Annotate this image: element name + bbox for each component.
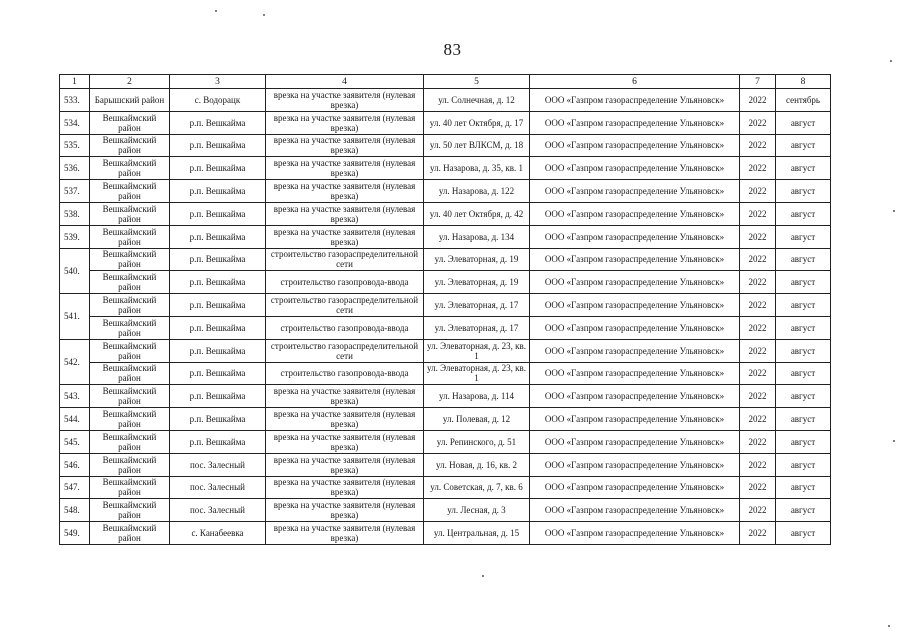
row-number-cell: 547. — [60, 476, 90, 499]
year-cell: 2022 — [740, 180, 776, 203]
month-cell: август — [776, 134, 831, 157]
table-row — [60, 134, 831, 157]
year-cell: 2022 — [740, 339, 776, 362]
settlement-cell: с. Водорацк — [170, 89, 266, 112]
row-number-cell: 543. — [60, 385, 90, 408]
settlement-cell: р.п. Вешкайма — [170, 225, 266, 248]
year-cell: 2022 — [740, 385, 776, 408]
row-number-cell: 540. — [60, 248, 90, 294]
settlement-cell: с. Канабеевка — [170, 522, 266, 545]
column-header: 7 — [740, 75, 776, 89]
organization-cell: ООО «Газпром газораспределение Ульяновск» — [530, 522, 740, 545]
organization-cell: ООО «Газпром газораспределение Ульяновск» — [530, 271, 740, 294]
organization-cell: ООО «Газпром газораспределение Ульяновск» — [530, 248, 740, 271]
district-cell: Вешкаймский район — [90, 385, 170, 408]
district-cell: Вешкаймский район — [90, 248, 170, 271]
month-cell: август — [776, 430, 831, 453]
table-row — [60, 271, 831, 294]
district-cell: Вешкаймский район — [90, 294, 170, 317]
district-cell: Вешкаймский район — [90, 316, 170, 339]
work-type-cell: врезка на участке заявителя (нулевая врезка) — [266, 453, 424, 476]
row-number-cell: 541. — [60, 294, 90, 340]
header-row — [60, 75, 831, 89]
year-cell: 2022 — [740, 499, 776, 522]
address-cell: ул. Центральная, д. 15 — [424, 522, 530, 545]
work-type-cell: врезка на участке заявителя (нулевая врезка) — [266, 134, 424, 157]
organization-cell: ООО «Газпром газораспределение Ульяновск» — [530, 225, 740, 248]
row-number-cell: 539. — [60, 225, 90, 248]
address-cell: ул. Полевая, д. 12 — [424, 408, 530, 431]
row-number-cell: 548. — [60, 499, 90, 522]
work-type-cell: строительство газопровода-ввода — [266, 271, 424, 294]
scan-dot — [263, 14, 265, 16]
work-type-cell: строительство газопровода-ввода — [266, 316, 424, 339]
year-cell: 2022 — [740, 202, 776, 225]
scan-dot — [888, 625, 890, 627]
settlement-cell: р.п. Вешкайма — [170, 202, 266, 225]
row-number-cell: 549. — [60, 522, 90, 545]
table-row — [60, 248, 831, 271]
organization-cell: ООО «Газпром газораспределение Ульяновск» — [530, 134, 740, 157]
year-cell: 2022 — [740, 111, 776, 134]
settlement-cell: р.п. Вешкайма — [170, 180, 266, 203]
district-cell: Вешкаймский район — [90, 134, 170, 157]
table-row — [60, 476, 831, 499]
work-type-cell: врезка на участке заявителя (нулевая врезка) — [266, 385, 424, 408]
settlement-cell: р.п. Вешкайма — [170, 362, 266, 385]
work-type-cell: врезка на участке заявителя (нулевая врезка) — [266, 89, 424, 112]
settlement-cell: р.п. Вешкайма — [170, 408, 266, 431]
table-row — [60, 385, 831, 408]
scan-dot — [893, 440, 895, 442]
work-type-cell: врезка на участке заявителя (нулевая врезка) — [266, 111, 424, 134]
settlement-cell: р.п. Вешкайма — [170, 248, 266, 271]
organization-cell: ООО «Газпром газораспределение Ульяновск» — [530, 453, 740, 476]
row-number-cell: 544. — [60, 408, 90, 431]
organization-cell: ООО «Газпром газораспределение Ульяновск» — [530, 476, 740, 499]
page-number: 83 — [443, 40, 462, 59]
month-cell: август — [776, 316, 831, 339]
organization-cell: ООО «Газпром газораспределение Ульяновск» — [530, 339, 740, 362]
district-cell: Вешкаймский район — [90, 111, 170, 134]
work-type-cell: врезка на участке заявителя (нулевая врезка) — [266, 522, 424, 545]
month-cell: август — [776, 248, 831, 271]
address-cell: ул. 50 лет ВЛКСМ, д. 18 — [424, 134, 530, 157]
organization-cell: ООО «Газпром газораспределение Ульяновск» — [530, 180, 740, 203]
column-header: 1 — [60, 75, 90, 89]
settlement-cell: пос. Залесный — [170, 476, 266, 499]
table-row — [60, 339, 831, 362]
settlement-cell: р.п. Вешкайма — [170, 316, 266, 339]
table-row — [60, 362, 831, 385]
month-cell: август — [776, 476, 831, 499]
column-header: 5 — [424, 75, 530, 89]
month-cell: август — [776, 408, 831, 431]
year-cell: 2022 — [740, 225, 776, 248]
table-header — [60, 75, 831, 89]
district-cell: Вешкаймский район — [90, 522, 170, 545]
district-cell: Вешкаймский район — [90, 271, 170, 294]
work-type-cell: врезка на участке заявителя (нулевая врезка) — [266, 499, 424, 522]
month-cell: август — [776, 180, 831, 203]
month-cell: август — [776, 271, 831, 294]
district-cell: Вешкаймский район — [90, 180, 170, 203]
address-cell: ул. Назарова, д. 134 — [424, 225, 530, 248]
work-type-cell: строительство газораспределительной сети — [266, 339, 424, 362]
district-cell: Вешкаймский район — [90, 453, 170, 476]
column-header: 6 — [530, 75, 740, 89]
month-cell: август — [776, 453, 831, 476]
table-row — [60, 157, 831, 180]
year-cell: 2022 — [740, 248, 776, 271]
column-header: 2 — [90, 75, 170, 89]
row-number-cell: 537. — [60, 180, 90, 203]
table-row — [60, 522, 831, 545]
address-cell: ул. 40 лет Октября, д. 17 — [424, 111, 530, 134]
row-number-cell: 542. — [60, 339, 90, 385]
row-number-cell: 534. — [60, 111, 90, 134]
table-row — [60, 225, 831, 248]
row-number-cell: 538. — [60, 202, 90, 225]
address-cell: ул. Элеваторная, д. 19 — [424, 248, 530, 271]
work-type-cell: врезка на участке заявителя (нулевая врезка) — [266, 430, 424, 453]
district-cell: Вешкаймский район — [90, 202, 170, 225]
scan-dot — [893, 210, 895, 212]
settlement-cell: р.п. Вешкайма — [170, 157, 266, 180]
row-number-cell: 535. — [60, 134, 90, 157]
month-cell: август — [776, 362, 831, 385]
work-type-cell: строительство газораспределительной сети — [266, 294, 424, 317]
address-cell: ул. Назарова, д. 114 — [424, 385, 530, 408]
year-cell: 2022 — [740, 453, 776, 476]
month-cell: август — [776, 339, 831, 362]
organization-cell: ООО «Газпром газораспределение Ульяновск» — [530, 202, 740, 225]
address-cell: ул. Элеваторная, д. 19 — [424, 271, 530, 294]
table-body — [60, 89, 831, 545]
work-type-cell: строительство газопровода-ввода — [266, 362, 424, 385]
year-cell: 2022 — [740, 522, 776, 545]
year-cell: 2022 — [740, 294, 776, 317]
work-type-cell: врезка на участке заявителя (нулевая врезка) — [266, 180, 424, 203]
year-cell: 2022 — [740, 89, 776, 112]
scan-dot — [215, 10, 217, 12]
settlement-cell: р.п. Вешкайма — [170, 294, 266, 317]
work-type-cell: строительство газораспределительной сети — [266, 248, 424, 271]
district-cell: Барышский район — [90, 89, 170, 112]
organization-cell: ООО «Газпром газораспределение Ульяновск» — [530, 385, 740, 408]
organization-cell: ООО «Газпром газораспределение Ульяновск» — [530, 362, 740, 385]
work-type-cell: врезка на участке заявителя (нулевая врезка) — [266, 476, 424, 499]
year-cell: 2022 — [740, 430, 776, 453]
district-cell: Вешкаймский район — [90, 408, 170, 431]
address-cell: ул. Назарова, д. 122 — [424, 180, 530, 203]
settlement-cell: р.п. Вешкайма — [170, 271, 266, 294]
settlement-cell: пос. Залесный — [170, 453, 266, 476]
column-header: 8 — [776, 75, 831, 89]
settlement-cell: р.п. Вешкайма — [170, 134, 266, 157]
table-row — [60, 499, 831, 522]
month-cell: август — [776, 499, 831, 522]
year-cell: 2022 — [740, 157, 776, 180]
month-cell: август — [776, 385, 831, 408]
address-cell: ул. Репинского, д. 51 — [424, 430, 530, 453]
table-row — [60, 180, 831, 203]
month-cell: август — [776, 202, 831, 225]
district-cell: Вешкаймский район — [90, 430, 170, 453]
address-cell: ул. Лесная, д. 3 — [424, 499, 530, 522]
table-row — [60, 89, 831, 112]
work-type-cell: врезка на участке заявителя (нулевая врезка) — [266, 202, 424, 225]
work-type-cell: врезка на участке заявителя (нулевая врезка) — [266, 408, 424, 431]
settlement-cell: р.п. Вешкайма — [170, 430, 266, 453]
work-type-cell: врезка на участке заявителя (нулевая врезка) — [266, 157, 424, 180]
address-cell: ул. Элеваторная, д. 17 — [424, 294, 530, 317]
row-number-cell: 536. — [60, 157, 90, 180]
year-cell: 2022 — [740, 476, 776, 499]
address-cell: ул. Солнечная, д. 12 — [424, 89, 530, 112]
organization-cell: ООО «Газпром газораспределение Ульяновск» — [530, 430, 740, 453]
organization-cell: ООО «Газпром газораспределение Ульяновск» — [530, 89, 740, 112]
address-cell: ул. 40 лет Октября, д. 42 — [424, 202, 530, 225]
month-cell: август — [776, 522, 831, 545]
month-cell: август — [776, 294, 831, 317]
district-cell: Вешкаймский район — [90, 476, 170, 499]
address-cell: ул. Элеваторная, д. 23, кв. 1 — [424, 339, 530, 362]
month-cell: август — [776, 225, 831, 248]
row-number-cell: 533. — [60, 89, 90, 112]
settlement-cell: р.п. Вешкайма — [170, 111, 266, 134]
address-cell: ул. Советская, д. 7, кв. 6 — [424, 476, 530, 499]
year-cell: 2022 — [740, 362, 776, 385]
organization-cell: ООО «Газпром газораспределение Ульяновск» — [530, 157, 740, 180]
row-number-cell: 545. — [60, 430, 90, 453]
table-row — [60, 294, 831, 317]
settlement-cell: пос. Залесный — [170, 499, 266, 522]
address-cell: ул. Элеваторная, д. 23, кв. 1 — [424, 362, 530, 385]
year-cell: 2022 — [740, 134, 776, 157]
address-cell: ул. Назарова, д. 35, кв. 1 — [424, 157, 530, 180]
organization-cell: ООО «Газпром газораспределение Ульяновск» — [530, 499, 740, 522]
table-row — [60, 111, 831, 134]
year-cell: 2022 — [740, 408, 776, 431]
table-row — [60, 408, 831, 431]
month-cell: сентябрь — [776, 89, 831, 112]
row-number-cell: 546. — [60, 453, 90, 476]
work-type-cell: врезка на участке заявителя (нулевая врезка) — [266, 225, 424, 248]
district-cell: Вешкаймский район — [90, 499, 170, 522]
district-cell: Вешкаймский район — [90, 225, 170, 248]
year-cell: 2022 — [740, 271, 776, 294]
district-cell: Вешкаймский район — [90, 339, 170, 362]
scan-dot — [482, 575, 484, 577]
month-cell: август — [776, 157, 831, 180]
district-cell: Вешкаймский район — [90, 157, 170, 180]
scan-dot — [890, 60, 892, 62]
table-row — [60, 316, 831, 339]
settlement-cell: р.п. Вешкайма — [170, 339, 266, 362]
settlement-cell: р.п. Вешкайма — [170, 385, 266, 408]
district-cell: Вешкаймский район — [90, 362, 170, 385]
table-row — [60, 430, 831, 453]
organization-cell: ООО «Газпром газораспределение Ульяновск» — [530, 111, 740, 134]
address-cell: ул. Элеваторная, д. 17 — [424, 316, 530, 339]
organization-cell: ООО «Газпром газораспределение Ульяновск» — [530, 408, 740, 431]
month-cell: август — [776, 111, 831, 134]
year-cell: 2022 — [740, 316, 776, 339]
organization-cell: ООО «Газпром газораспределение Ульяновск» — [530, 316, 740, 339]
registry-table — [59, 74, 831, 545]
organization-cell: ООО «Газпром газораспределение Ульяновск» — [530, 294, 740, 317]
table-row — [60, 202, 831, 225]
column-header: 4 — [266, 75, 424, 89]
table-row — [60, 453, 831, 476]
column-header: 3 — [170, 75, 266, 89]
address-cell: ул. Новая, д. 16, кв. 2 — [424, 453, 530, 476]
